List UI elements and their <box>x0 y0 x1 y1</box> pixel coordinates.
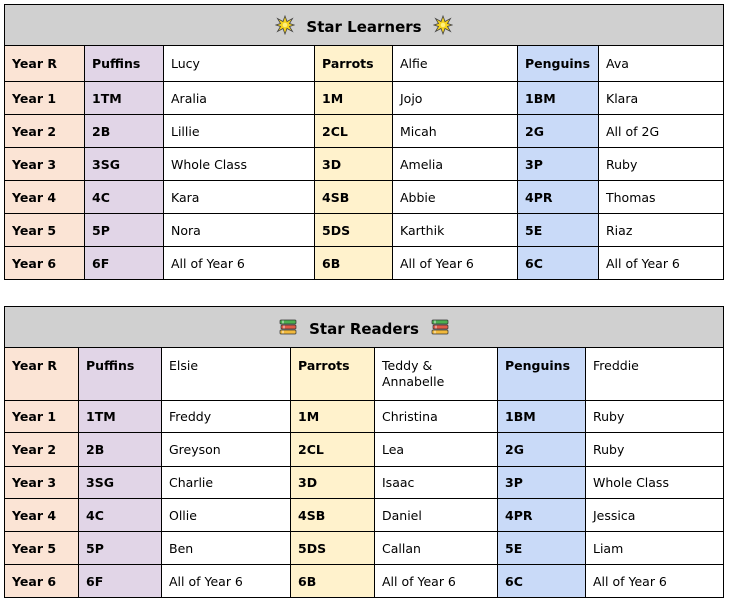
penguins-name-cell: Riaz <box>599 214 724 247</box>
table-row <box>5 148 724 181</box>
puffins-class-cell: 2B <box>85 115 164 148</box>
penguins-class-cell: 5E <box>498 532 586 565</box>
year-cell: Year 3 <box>5 467 79 499</box>
puffins-class-cell: 4C <box>79 499 162 532</box>
parrots-name-cell: Callan <box>375 532 498 565</box>
penguins-class-cell: 4PR <box>498 499 586 532</box>
penguins-class-cell: 5E <box>518 214 599 247</box>
puffins-class-cell: Puffins <box>79 348 162 401</box>
table-row <box>5 214 724 247</box>
puffins-name-cell: Nora <box>164 214 315 247</box>
penguins-name-cell: Ruby <box>599 148 724 181</box>
parrots-name-cell: Lea <box>375 433 498 467</box>
puffins-name-cell: Kara <box>164 181 315 214</box>
parrots-name-cell: All of Year 6 <box>375 565 498 598</box>
penguins-class-cell: 6C <box>518 247 599 280</box>
puffins-class-cell: 1TM <box>85 82 164 115</box>
year-cell: Year 1 <box>5 401 79 433</box>
parrots-class-cell: 2CL <box>291 433 375 467</box>
puffins-name-cell: Ollie <box>162 499 291 532</box>
table-row <box>5 532 724 565</box>
burst-star-icon <box>433 15 453 35</box>
year-cell: Year 3 <box>5 148 85 181</box>
penguins-class-cell: Penguins <box>518 46 599 82</box>
puffins-class-cell: 5P <box>79 532 162 565</box>
parrots-class-cell: 4SB <box>291 499 375 532</box>
year-cell: Year 4 <box>5 181 85 214</box>
penguins-class-cell: 1BM <box>498 401 586 433</box>
books-icon <box>278 317 298 337</box>
parrots-name-cell: Amelia <box>393 148 518 181</box>
year-cell: Year 2 <box>5 115 85 148</box>
star-readers-header <box>5 307 724 348</box>
puffins-class-cell: 3SG <box>79 467 162 499</box>
table-row <box>5 247 724 280</box>
table-row <box>5 467 724 499</box>
year-cell: Year 4 <box>5 499 79 532</box>
year-cell: Year 5 <box>5 532 79 565</box>
parrots-class-cell: 3D <box>291 467 375 499</box>
year-cell: Year 6 <box>5 247 85 280</box>
year-cell: Year 5 <box>5 214 85 247</box>
penguins-class-cell: 2G <box>498 433 586 467</box>
parrots-name-cell: All of Year 6 <box>393 247 518 280</box>
penguins-name-cell: Ruby <box>586 433 724 467</box>
puffins-name-cell: Elsie <box>162 348 291 401</box>
puffins-name-cell: All of Year 6 <box>164 247 315 280</box>
penguins-name-cell: Ruby <box>586 401 724 433</box>
parrots-class-cell: 6B <box>291 565 375 598</box>
penguins-name-cell: Thomas <box>599 181 724 214</box>
puffins-class-cell: 5P <box>85 214 164 247</box>
puffins-class-cell: 4C <box>85 181 164 214</box>
year-cell: Year 6 <box>5 565 79 598</box>
parrots-name-cell: Isaac <box>375 467 498 499</box>
puffins-class-cell: Puffins <box>85 46 164 82</box>
table-row <box>5 433 724 467</box>
penguins-name-cell: All of 2G <box>599 115 724 148</box>
penguins-name-cell: All of Year 6 <box>586 565 724 598</box>
table-row <box>5 115 724 148</box>
penguins-name-cell: Ava <box>599 46 724 82</box>
parrots-name-cell: Teddy & Annabelle <box>375 348 498 401</box>
table-row <box>5 348 724 401</box>
star-learners-header <box>5 5 724 46</box>
puffins-class-cell: 2B <box>79 433 162 467</box>
parrots-class-cell: 3D <box>315 148 393 181</box>
parrots-class-cell: 4SB <box>315 181 393 214</box>
puffins-class-cell: 6F <box>79 565 162 598</box>
penguins-name-cell: Whole Class <box>586 467 724 499</box>
parrots-class-cell: 6B <box>315 247 393 280</box>
puffins-name-cell: Lucy <box>164 46 315 82</box>
star-readers-table <box>4 306 724 598</box>
penguins-name-cell: Liam <box>586 532 724 565</box>
star-readers-title: Star Readers <box>309 319 419 338</box>
parrots-class-cell: 1M <box>315 82 393 115</box>
table-row <box>5 181 724 214</box>
table-row <box>5 565 724 598</box>
penguins-class-cell: 1BM <box>518 82 599 115</box>
puffins-name-cell: Whole Class <box>164 148 315 181</box>
parrots-name-cell: Micah <box>393 115 518 148</box>
star-learners-table <box>4 4 724 280</box>
burst-star-icon <box>275 15 295 35</box>
parrots-class-cell: Parrots <box>315 46 393 82</box>
penguins-name-cell: Freddie <box>586 348 724 401</box>
penguins-name-cell: All of Year 6 <box>599 247 724 280</box>
puffins-class-cell: 6F <box>85 247 164 280</box>
parrots-name-cell: Alfie <box>393 46 518 82</box>
puffins-name-cell: Charlie <box>162 467 291 499</box>
puffins-name-cell: Freddy <box>162 401 291 433</box>
penguins-class-cell: 3P <box>498 467 586 499</box>
puffins-name-cell: Greyson <box>162 433 291 467</box>
penguins-class-cell: 6C <box>498 565 586 598</box>
puffins-name-cell: Aralia <box>164 82 315 115</box>
puffins-class-cell: 1TM <box>79 401 162 433</box>
year-cell: Year 2 <box>5 433 79 467</box>
table-row <box>5 82 724 115</box>
books-icon <box>430 317 450 337</box>
puffins-name-cell: Ben <box>162 532 291 565</box>
penguins-class-cell: 4PR <box>518 181 599 214</box>
table-row <box>5 46 724 82</box>
puffins-name-cell: All of Year 6 <box>162 565 291 598</box>
penguins-class-cell: 2G <box>518 115 599 148</box>
puffins-class-cell: 3SG <box>85 148 164 181</box>
parrots-class-cell: Parrots <box>291 348 375 401</box>
year-cell: Year 1 <box>5 82 85 115</box>
table-row <box>5 401 724 433</box>
parrots-class-cell: 1M <box>291 401 375 433</box>
penguins-name-cell: Jessica <box>586 499 724 532</box>
parrots-class-cell: 5DS <box>291 532 375 565</box>
penguins-name-cell: Klara <box>599 82 724 115</box>
parrots-class-cell: 5DS <box>315 214 393 247</box>
puffins-name-cell: Lillie <box>164 115 315 148</box>
parrots-name-cell: Daniel <box>375 499 498 532</box>
parrots-name-cell: Abbie <box>393 181 518 214</box>
star-learners-title: Star Learners <box>306 17 422 36</box>
parrots-name-cell: Karthik <box>393 214 518 247</box>
year-cell: Year R <box>5 46 85 82</box>
penguins-class-cell: Penguins <box>498 348 586 401</box>
year-cell: Year R <box>5 348 79 401</box>
parrots-name-cell: Christina <box>375 401 498 433</box>
penguins-class-cell: 3P <box>518 148 599 181</box>
table-row <box>5 499 724 532</box>
parrots-class-cell: 2CL <box>315 115 393 148</box>
parrots-name-cell: Jojo <box>393 82 518 115</box>
